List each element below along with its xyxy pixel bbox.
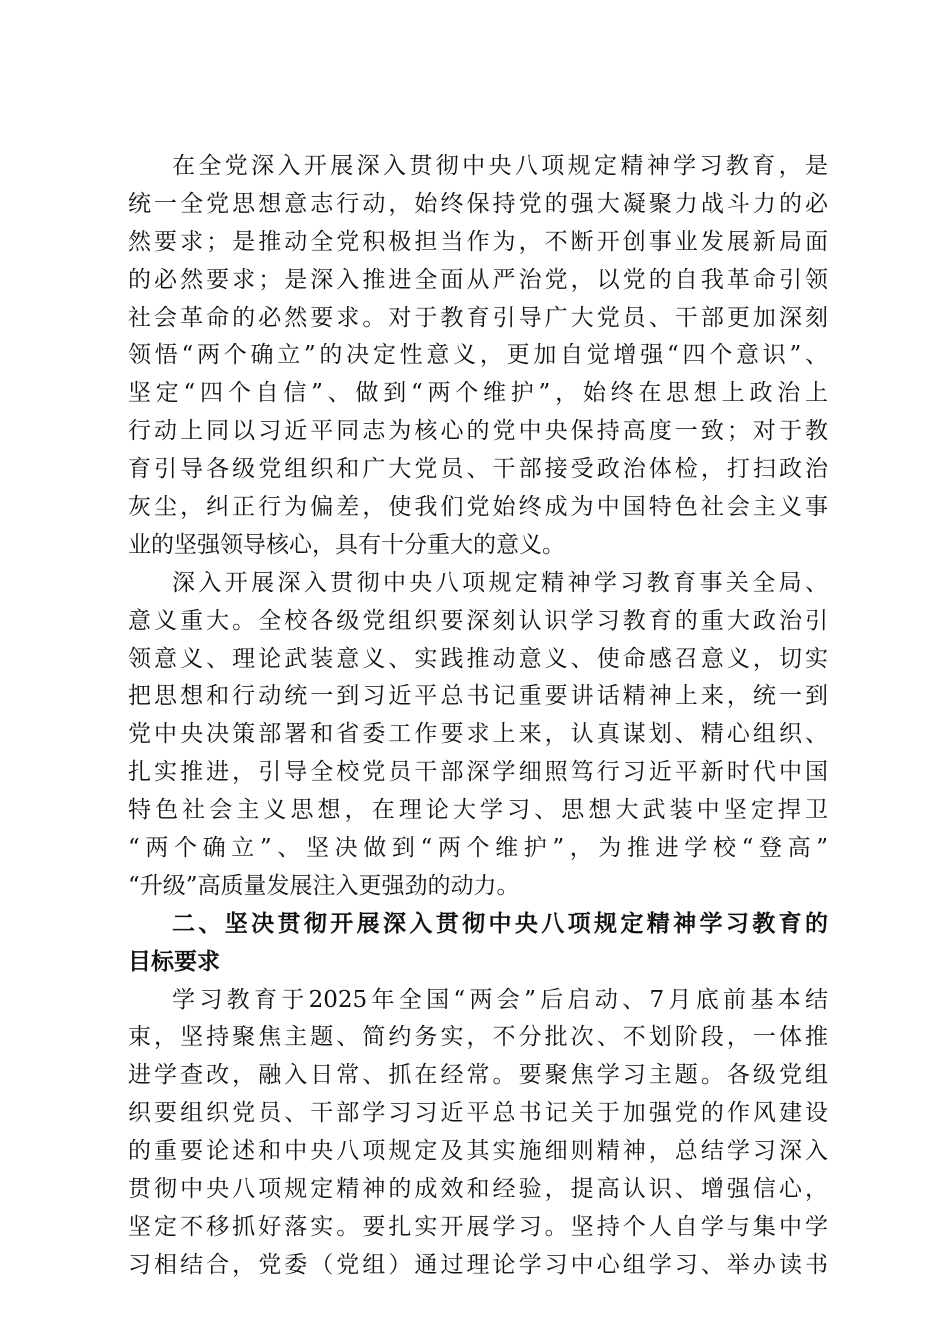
paragraph-line: 党中央决策部署和省委工作要求上来，认真谋划、精心组织、 xyxy=(128,721,828,748)
paragraph-line: “升级”高质量发展注入更强劲的动力。 xyxy=(128,872,520,899)
paragraph-line: 的重要论述和中央八项规定及其实施细则精神，总结学习深入 xyxy=(128,1138,828,1165)
paragraph-line: 学习教育于2025年全国“两会”后启动、7月底前基本结 xyxy=(172,986,828,1013)
paragraph-line: 在全党深入开展深入贯彻中央八项规定精神学习教育，是 xyxy=(172,153,828,179)
paragraph-line: 育引导各级党组织和广大党员、干部接受政治体检，打扫政治 xyxy=(128,456,828,483)
paragraph-line: 束，坚持聚焦主题、简约务实，不分批次、不划阶段，一体推 xyxy=(128,1024,828,1051)
paragraph-line: 把思想和行动统一到习近平总书记重要讲话精神上来，统一到 xyxy=(128,683,828,710)
section-heading xyxy=(128,906,828,982)
paragraph-line: 进学查改，融入日常、抓在经常。要聚焦学习主题。各级党组 xyxy=(128,1062,828,1089)
heading-line: 二、坚决贯彻开展深入贯彻中央八项规定精神学习教育的 xyxy=(172,910,828,937)
paragraph-line: 织要组织党员、干部学习习近平总书记关于加强党的作风建设 xyxy=(128,1100,828,1127)
paragraph-line: 意义重大。全校各级党组织要深刻认识学习教育的重大政治引 xyxy=(128,607,828,634)
paragraph-line: 领悟“两个确立”的决定性意义，更加自觉增强“四个意识”、 xyxy=(128,342,828,369)
paragraph-line: 贯彻中央八项规定精神的成效和经验，提高认识、增强信心， xyxy=(128,1176,828,1203)
paragraph-line: 灰尘，纠正行为偏差，使我们党始终成为中国特色社会主义事 xyxy=(128,494,828,521)
paragraph-line: 领意义、理论武装意义、实践推动意义、使命感召意义，切实 xyxy=(128,645,828,672)
paragraph-line: 统一全党思想意志行动，始终保持党的强大凝聚力战斗力的必 xyxy=(128,190,828,217)
paragraph-line: 社会革命的必然要求。对于教育引导广大党员、干部更加深刻 xyxy=(128,304,828,331)
paragraph-line: 业的坚强领导核心，具有十分重大的意义。 xyxy=(128,531,565,558)
paragraph-line: 然要求；是推动全党积极担当作为，不断开创事业发展新局面 xyxy=(128,228,828,255)
document-body xyxy=(128,148,828,1285)
paragraph-line: 扎实推进，引导全校党员干部深学细照笃行习近平新时代中国 xyxy=(128,759,828,786)
paragraph-3 xyxy=(128,982,828,1285)
paragraph-line: “两个确立”、坚决做到“两个维护”，为推进学校“登高” xyxy=(128,835,828,862)
paragraph-line: 特色社会主义思想，在理论大学习、思想大武装中坚定捍卫 xyxy=(128,797,828,824)
paragraph-line: 深入开展深入贯彻中央八项规定精神学习教育事关全局、 xyxy=(172,569,828,596)
paragraph-line: 行动上同以习近平同志为核心的党中央保持高度一致；对于教 xyxy=(128,418,828,445)
paragraph-line: 习相结合，党委（党组）通过理论学习中心组学习、举办读书 xyxy=(128,1251,828,1278)
paragraph-2 xyxy=(128,565,828,906)
paragraph-line: 坚定不移抓好落实。要扎实开展学习。坚持个人自学与集中学 xyxy=(128,1213,828,1240)
heading-line: 目标要求 xyxy=(128,948,220,975)
paragraph-line: 的必然要求；是深入推进全面从严治党，以党的自我革命引领 xyxy=(128,266,828,293)
paragraph-line: 坚定“四个自信”、做到“两个维护”，始终在思想上政治上 xyxy=(128,380,828,407)
paragraph-1 xyxy=(128,148,828,565)
